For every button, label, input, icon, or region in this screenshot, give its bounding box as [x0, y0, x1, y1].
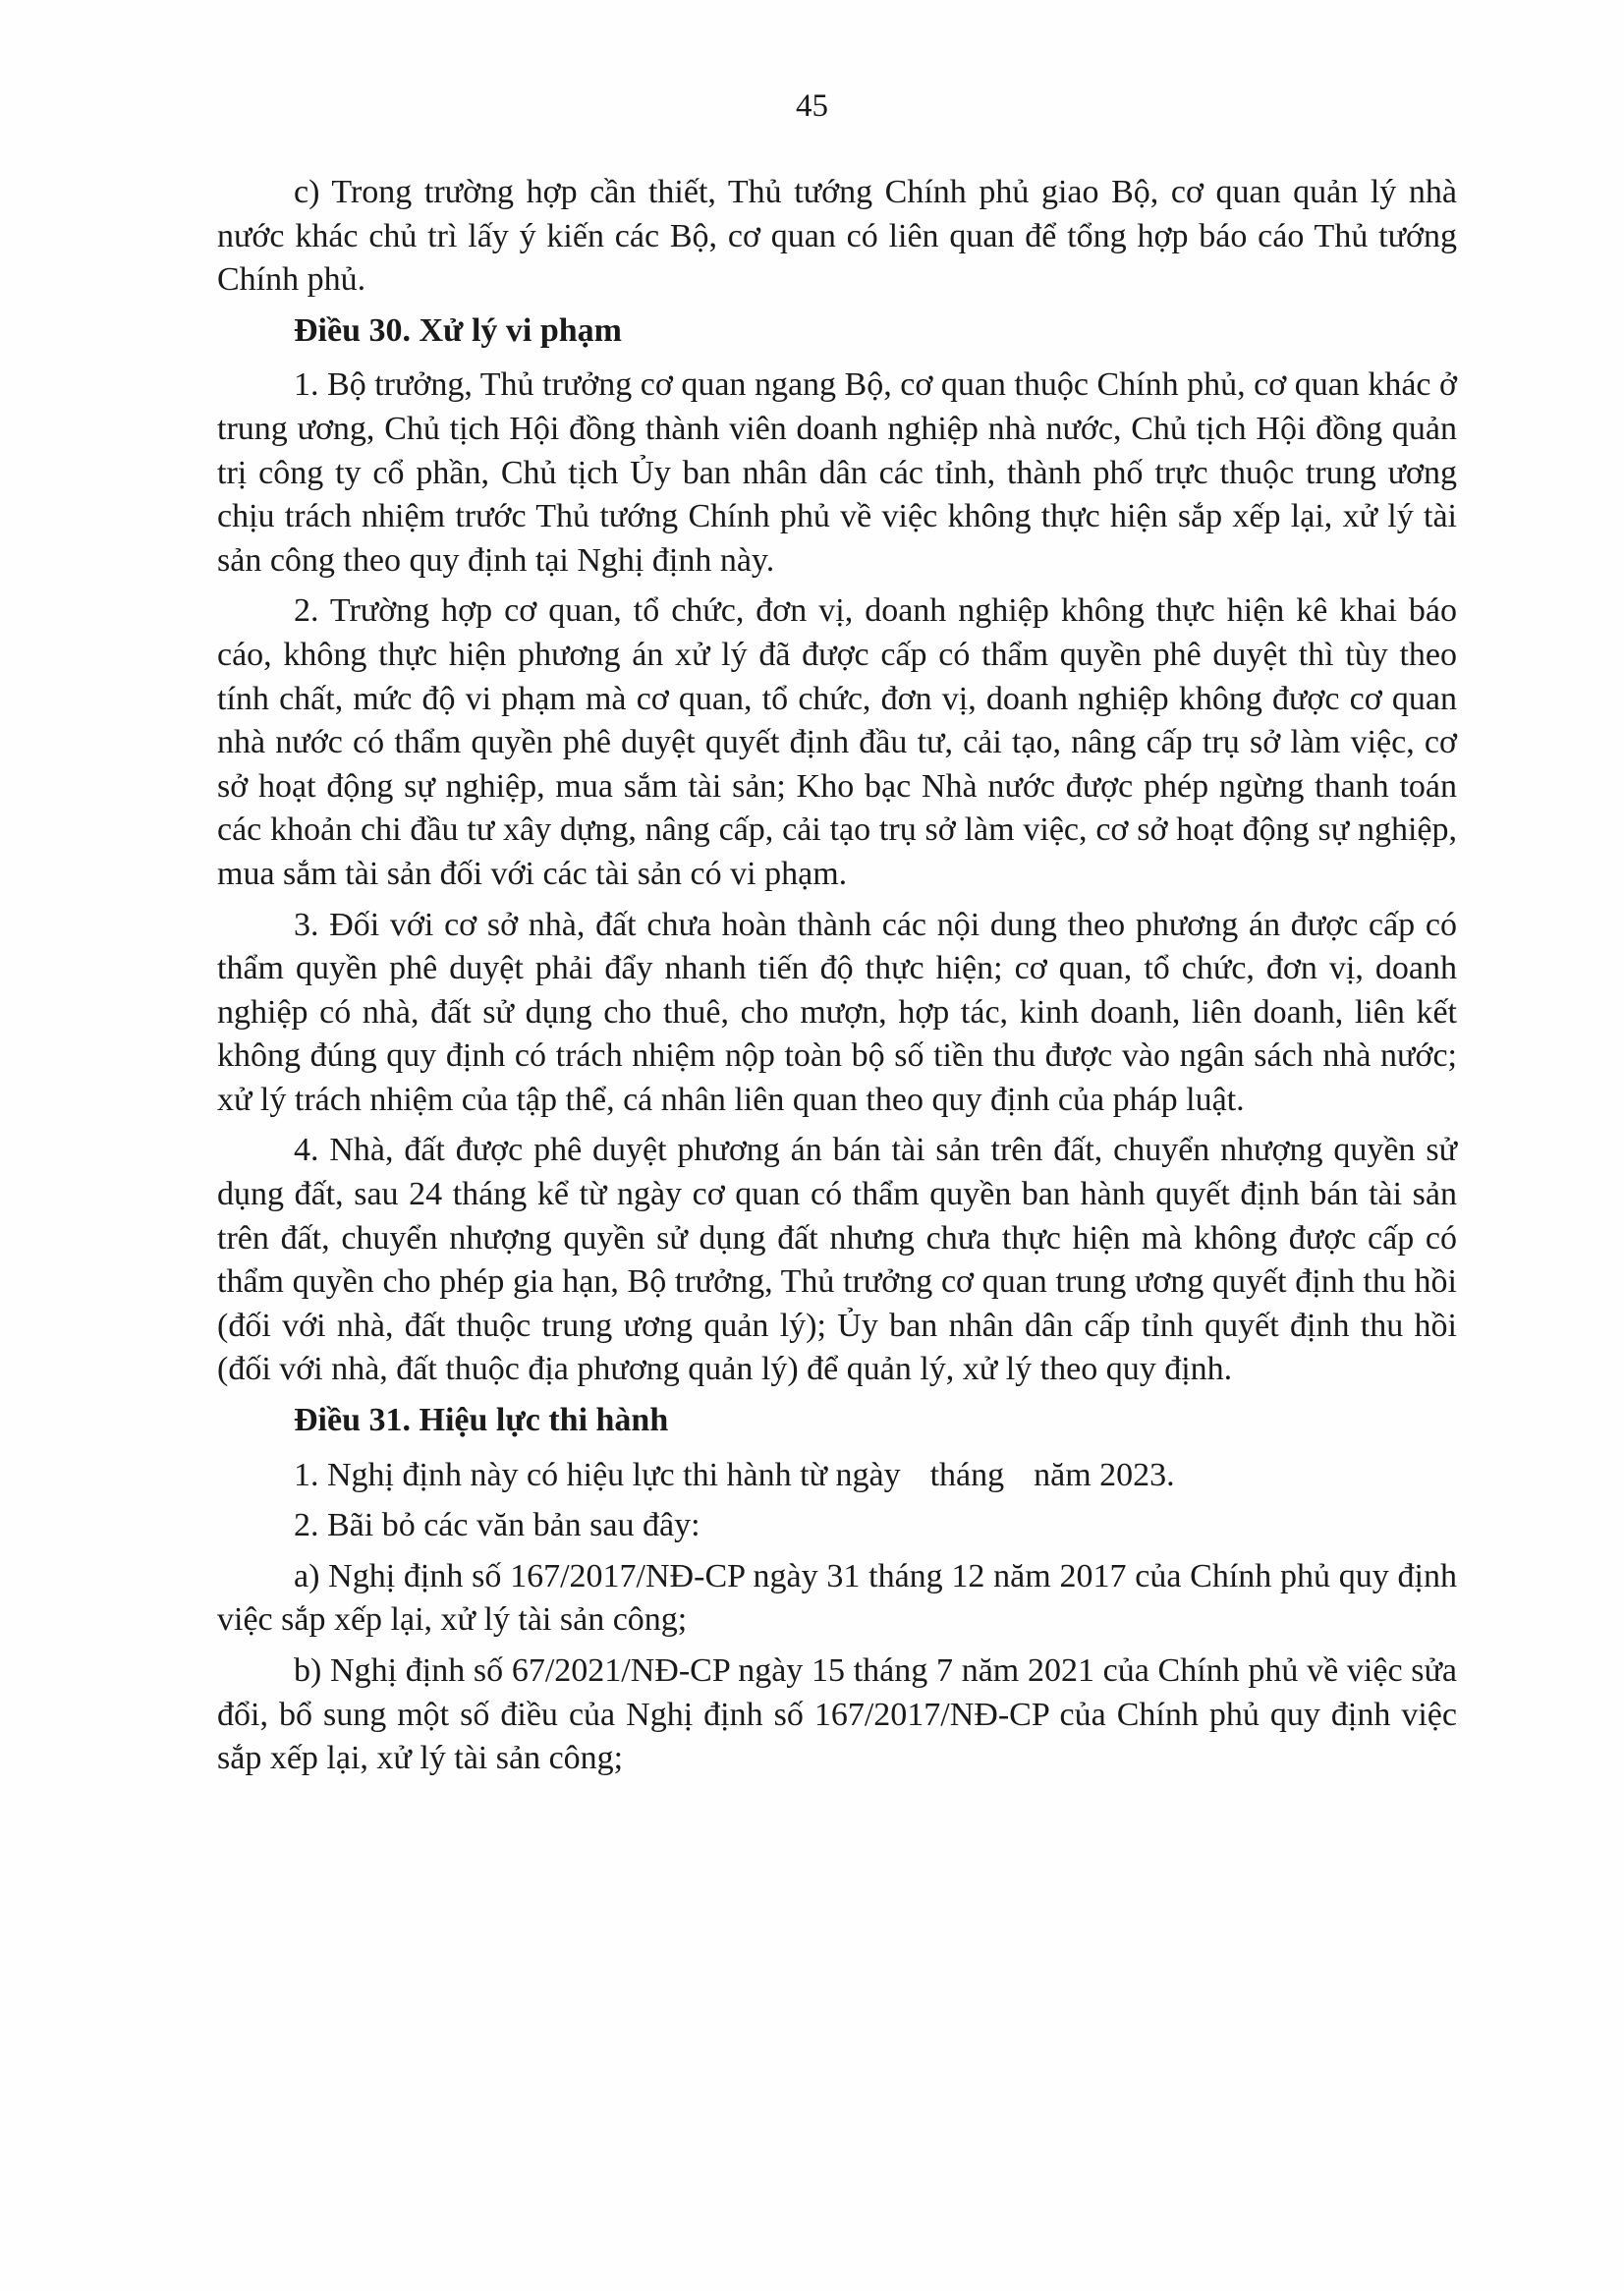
article-31-clause-2: 2. Bãi bỏ các văn bản sau đây: [294, 1507, 700, 1544]
document-body [217, 171, 1457, 1788]
article-31-clause-2b: b) Nghị định số 67/2021/NĐ-CP ngày 15 tháng 7 năm 2021 của Chính phủ về việc sửa đổi, bổ sung một số điều của Nghị định số 167/2017/NĐ-CP của Chính phủ quy định việc sắp xếp lại, xử lý tài sản công; [217, 1652, 1457, 1777]
article-30-clause-4: 4. Nhà, đất được phê duyệt phương án bán tài sản trên đất, chuyển nhượng quyền sử dụng đất, sau 24 tháng kể từ ngày cơ quan có thẩm quyền ban hành quyết định bán tài sản trên đất, chuyển nhượng quyền sử dụng đất nhưng chưa thực hiện mà không được cấp có thẩm quyền cho phép gia hạn, Bộ trưởng, Thủ trưởng cơ quan trung ương quyết định thu hồi (đối với nhà, đất thuộc trung ương quản lý); Ủy ban nhân dân cấp tỉnh quyết định thu hồi (đối với nhà, đất thuộc địa phương quản lý) để quản lý, xử lý theo quy định. [217, 1132, 1457, 1388]
article-31-clause-2a: a) Nghị định số 167/2017/NĐ-CP ngày 31 tháng 12 năm 2017 của Chính phủ quy định việc sắp xếp lại, xử lý tài sản công; [217, 1557, 1457, 1639]
page-number: 45 [796, 88, 828, 124]
effective-date-text-start: 1. Nghị định này có hiệu lực thi hành từ ngày [294, 1456, 901, 1493]
paragraph-c: c) Trong trường hợp cần thiết, Thủ tướng Chính phủ giao Bộ, cơ quan quản lý nhà nước khác chủ trì lấy ý kiến các Bộ, cơ quan có liên quan để tổng hợp báo cáo Thủ tướng Chính phủ. [217, 174, 1457, 299]
effective-date-text-month: tháng [929, 1456, 1005, 1493]
article-30-heading: Điều 30. Xử lý vi phạm [294, 311, 622, 349]
article-31-clause-1 [217, 1454, 1457, 1498]
article-30-clause-1: 1. Bộ trưởng, Thủ trưởng cơ quan ngang Bộ, cơ quan thuộc Chính phủ, cơ quan khác ở trung ương, Chủ tịch Hội đồng thành viên doanh nghiệp nhà nước, Chủ tịch Hội đồng quản trị công ty cổ phần, Chủ tịch Ủy ban nhân dân các tỉnh, thành phố trực thuộc trung ương chịu trách nhiệm trước Thủ tướng Chính phủ về việc không thực hiện sắp xếp lại, xử lý tài sản công theo quy định tại Nghị định này. [217, 366, 1457, 579]
article-31-heading: Điều 31. Hiệu lực thi hành [294, 1402, 669, 1439]
effective-date-text-year: năm 2023. [1034, 1456, 1175, 1493]
article-30-clause-3: 3. Đối với cơ sở nhà, đất chưa hoàn thành các nội dung theo phương án được cấp có thẩm quyền phê duyệt phải đẩy nhanh tiến độ thực hiện; cơ quan, tổ chức, đơn vị, doanh nghiệp có nhà, đất sử dụng cho thuê, cho mượn, hợp tác, kinh doanh, liên doanh, liên kết không đúng quy định có trách nhiệm nộp toàn bộ số tiền thu được vào ngân sách nhà nước; xử lý trách nhiệm của tập thể, cá nhân liên quan theo quy định của pháp luật. [217, 906, 1457, 1118]
article-30-clause-2: 2. Trường hợp cơ quan, tổ chức, đơn vị, doanh nghiệp không thực hiện kê khai báo cáo, không thực hiện phương án xử lý đã được cấp có thẩm quyền phê duyệt thì tùy theo tính chất, mức độ vi phạm mà cơ quan, tổ chức, đơn vị, doanh nghiệp không được cơ quan nhà nước có thẩm quyền phê duyệt quyết định đầu tư, cải tạo, nâng cấp trụ sở làm việc, cơ sở hoạt động sự nghiệp, mua sắm tài sản; Kho bạc Nhà nước được phép ngừng thanh toán các khoản chi đầu tư xây dựng, nâng cấp, cải tạo trụ sở làm việc, cơ sở hoạt động sự nghiệp, mua sắm tài sản đối với các tài sản có vi phạm. [217, 592, 1457, 892]
